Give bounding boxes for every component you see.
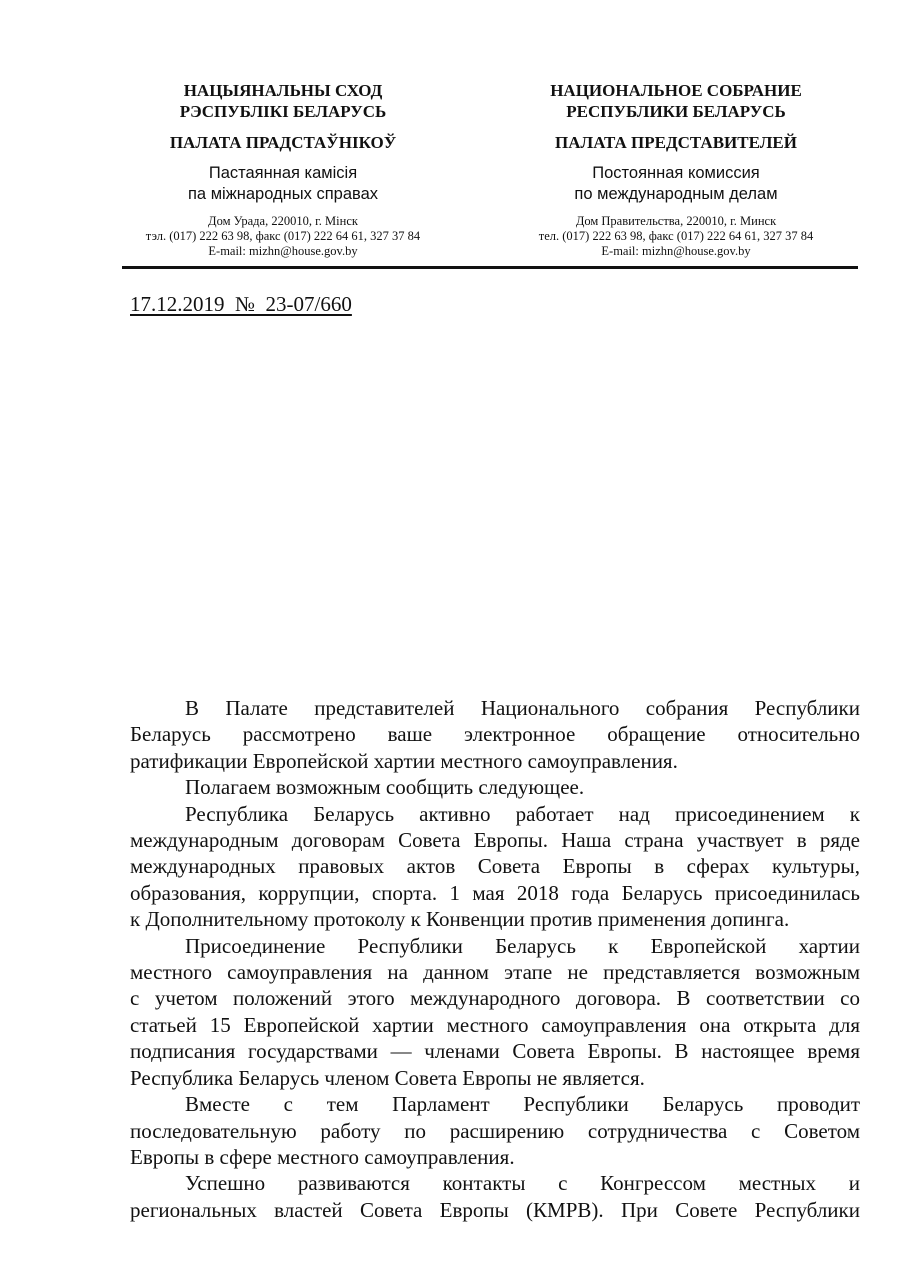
paragraph-line: образования, коррупции, спорта. 1 мая 2018 года Беларусь присоединилась [130, 880, 860, 905]
paragraph-line: Европы в сфере местного самоуправления. [130, 1144, 515, 1169]
email-line: E-mail: mizhn@house.gov.by [208, 244, 358, 258]
paragraph-line: Присоединение Республики Беларусь к Европейской хартии [185, 933, 860, 958]
header-russian [481, 80, 871, 259]
paragraph-line: международных правовых актов Совета Европы в сферах культуры, [130, 854, 860, 879]
paragraph [130, 1091, 860, 1170]
paragraph-line: Полагаем возможным сообщить следующее. [185, 775, 585, 800]
address-by [88, 214, 478, 259]
paragraph-line: В Палате представителей Национального собрания Республики [185, 696, 860, 720]
chamber-name-by: ПАЛАТА ПРАДСТАЎНІКОЎ [169, 133, 397, 152]
commission-name-ru [481, 163, 871, 205]
commission-line: Пастаянная камісія [208, 164, 358, 182]
paragraph-line: статьей 15 Европейской хартии местного самоуправления она открыта для [130, 1012, 860, 1037]
paragraph-line: местного самоуправления на данном этапе не представляется возможным [130, 960, 860, 985]
paragraph-line: ратификации Европейской хартии местного самоуправления. [130, 748, 678, 773]
paragraph-line: Беларусь рассмотрено ваше электронное обращение относительно [130, 722, 860, 747]
org-name-by [88, 80, 478, 122]
paragraph [130, 774, 860, 800]
commission-name-by [88, 163, 478, 205]
org-name-ru [481, 80, 871, 122]
paragraph-line: международным договорам Совета Европы. Наша страна участвует в ряде [130, 828, 860, 853]
org-line: НАЦЫЯНАЛЬНЫ СХОД [183, 81, 383, 100]
letter-body [130, 695, 860, 1223]
chamber-name-ru: ПАЛАТА ПРЕДСТАВИТЕЛЕЙ [555, 133, 797, 152]
paragraph [130, 933, 860, 1091]
header-divider [122, 266, 858, 269]
org-line: РЭСПУБЛІКІ БЕЛАРУСЬ [179, 102, 387, 121]
phone-line: тел. (017) 222 63 98, факс (017) 222 64 61, 327 37 84 [538, 229, 814, 243]
commission-line: по международным делам [574, 185, 778, 203]
email-line: E-mail: mizhn@house.gov.by [601, 244, 751, 258]
org-line: РЕСПУБЛИКИ БЕЛАРУСЬ [566, 102, 786, 121]
paragraph-line: Республика Беларусь членом Совета Европы не является. [130, 1065, 645, 1090]
paragraph [130, 1170, 860, 1223]
registration-number: 17.12.2019 № 23-07/660 [130, 292, 352, 316]
paragraph-line: Вместе с тем Парламент Республики Беларусь проводит [185, 1092, 860, 1117]
address-line: Дом Урада, 220010, г. Мінск [208, 214, 358, 228]
paragraph-line: Республика Беларусь активно работает над присоединением к [185, 801, 860, 826]
address-ru [481, 214, 871, 259]
paragraph [130, 801, 860, 933]
phone-line: тэл. (017) 222 63 98, факс (017) 222 64 61, 327 37 84 [145, 229, 421, 243]
paragraph-line: Успешно развиваются контакты с Конгрессом местных и [185, 1171, 860, 1196]
commission-line: па міжнародных справах [188, 185, 378, 203]
paragraph-line: подписания государствами — членами Совета Европы. В настоящее время [130, 1039, 860, 1064]
paragraph-line: последовательную работу по расширению сотрудничества с Советом [130, 1118, 860, 1143]
commission-line: Постоянная комиссия [592, 164, 760, 182]
header-belarusian [88, 80, 478, 259]
paragraph-line: к Дополнительному протоколу к Конвенции против применения допинга. [130, 907, 790, 932]
org-line: НАЦИОНАЛЬНОЕ СОБРАНИЕ [550, 81, 802, 100]
paragraph-line: региональных властей Совета Европы (КМРВ). При Совете Республики [130, 1197, 860, 1222]
paragraph [130, 695, 860, 774]
address-line: Дом Правительства, 220010, г. Минск [575, 214, 777, 228]
paragraph-line: с учетом положений этого международного договора. В соответствии со [130, 986, 860, 1011]
